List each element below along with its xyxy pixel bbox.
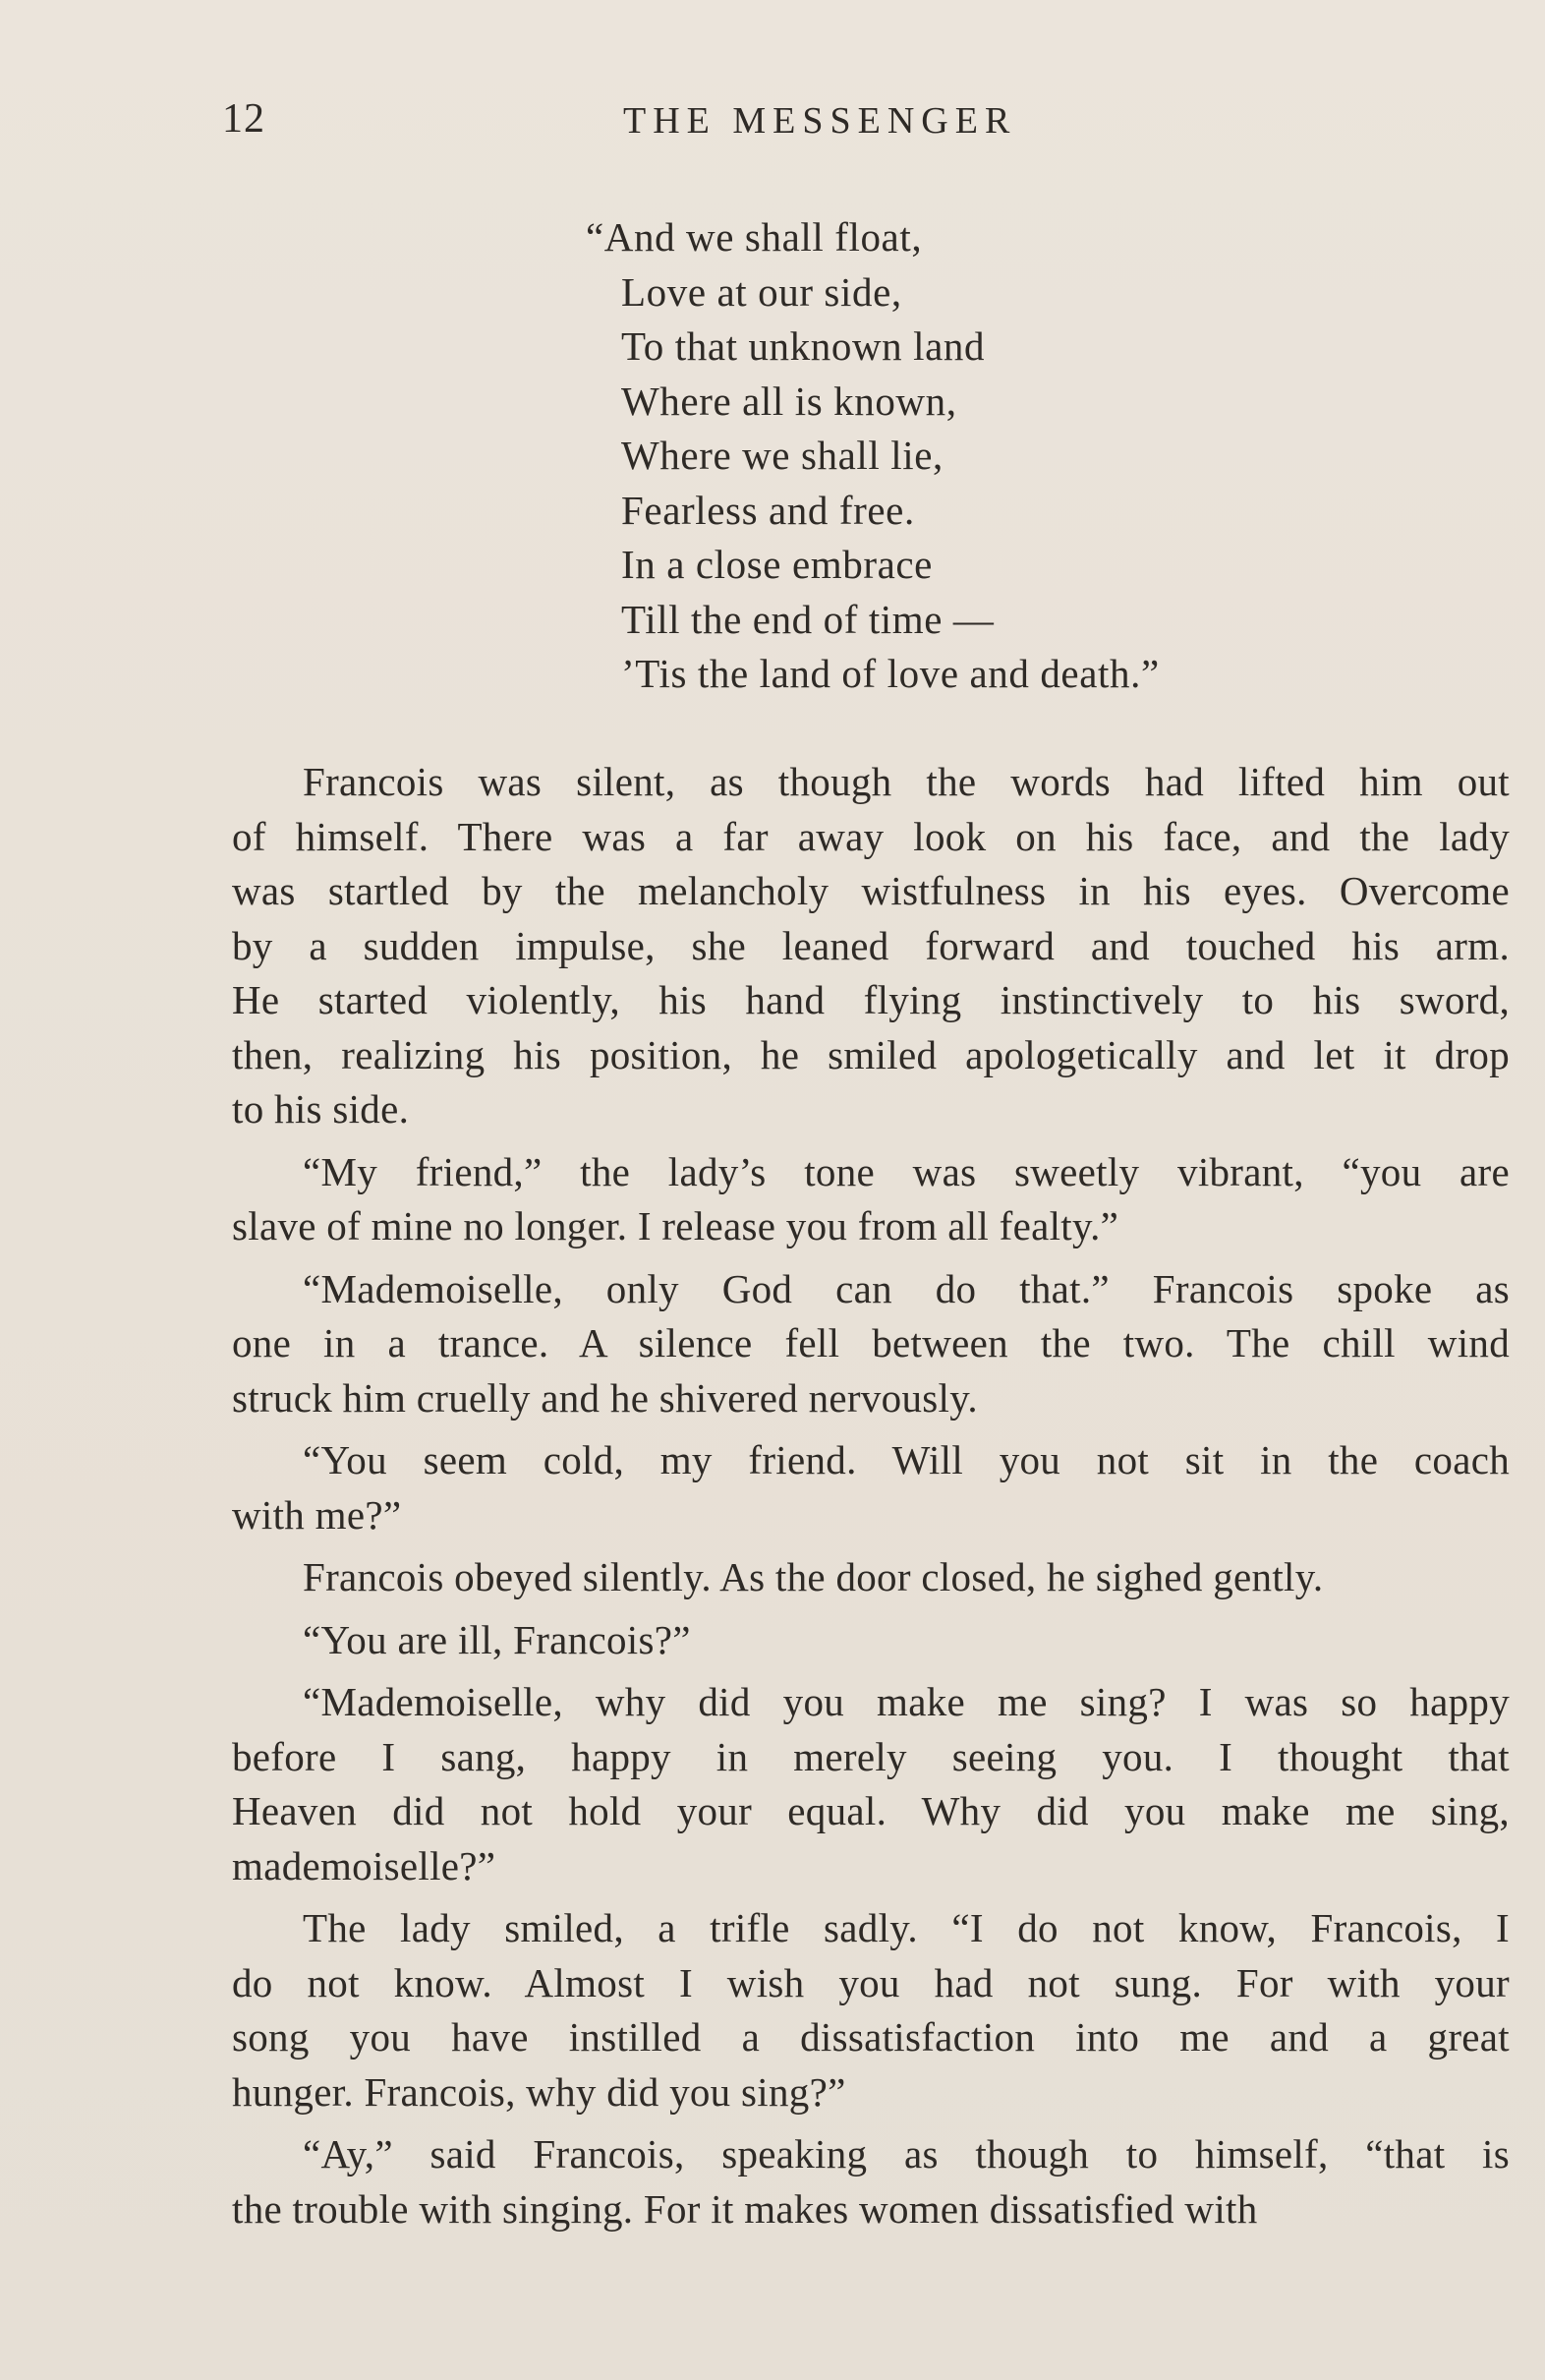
page-number: 12 (222, 96, 265, 142)
text-line: with me?” (232, 1491, 402, 1538)
paragraph (232, 1901, 1510, 2119)
paragraph (232, 1145, 1510, 1254)
verse-line: Till the end of time — (621, 596, 995, 642)
text-line: song you have instilled a dissatisfaction into me and a great (232, 2014, 1510, 2060)
text-line: the trouble with singing. For it makes women dissatisfied with (232, 2185, 1258, 2232)
text-line: by a sudden impulse, she leaned forward and touched his arm. (232, 922, 1510, 968)
paragraph (232, 1433, 1510, 1542)
text-line: do not know. Almost I wish you had not sung. For with your (232, 1959, 1510, 2005)
text-line: mademoiselle?” (232, 1842, 496, 1888)
paragraph (232, 1675, 1510, 1893)
verse-stanza (586, 210, 1160, 702)
text-line: one in a trance. A silence fell between the two. The chill wind (232, 1320, 1510, 1365)
text-line: “Mademoiselle, only God can do that.” Francois spoke as (303, 1265, 1510, 1311)
verse-line: Where we shall lie, (621, 433, 944, 478)
text-line: Francois was silent, as though the words had lifted him out (303, 759, 1510, 804)
paragraph (232, 755, 1510, 1137)
text-line: struck him cruelly and he shivered nervously. (232, 1374, 978, 1421)
text-line: then, realizing his position, he smiled apologetically and let it drop (232, 1031, 1510, 1077)
text-line: Francois obeyed silently. As the door closed, he sighed gently. (303, 1554, 1324, 1599)
text-line: was startled by the melancholy wistfulness in his eyes. Overcome (232, 868, 1510, 913)
text-line: to his side. (232, 1086, 410, 1132)
verse-line: Love at our side, (621, 268, 902, 315)
body-text (232, 755, 1510, 2244)
text-line: “Mademoiselle, why did you make me sing? I was so happy (303, 1679, 1510, 1724)
verse-line: To that unknown land (621, 323, 986, 369)
text-line: hunger. Francois, why did you sing?” (232, 2068, 846, 2115)
text-line: The lady smiled, a trifle sadly. “I do not know, Francois, I (303, 1905, 1510, 1950)
verse-line: ’Tis the land of love and death.” (621, 651, 1160, 696)
paragraph (232, 1613, 1510, 1668)
text-line: Heaven did not hold your equal. Why did you make me sing, (232, 1788, 1510, 1833)
verse-line: In a close embrace (621, 542, 933, 587)
verse-line: “And we shall float, (586, 214, 923, 260)
text-line: “You seem cold, my friend. Will you not sit in the coach (303, 1437, 1510, 1482)
text-line: “You are ill, Francois?” (303, 1616, 691, 1662)
verse-line: Where all is known, (621, 377, 957, 424)
paragraph (232, 2127, 1510, 2236)
text-line: “Ay,” said Francois, speaking as though to himself, “that is (303, 2131, 1510, 2177)
text-line: He started violently, his hand flying instinctively to his sword, (232, 977, 1510, 1022)
text-line: “My friend,” the lady’s tone was sweetly vibrant, “you are (303, 1148, 1510, 1194)
verse-line: Fearless and free. (621, 487, 915, 533)
paragraph (232, 1550, 1510, 1605)
paragraph (232, 1262, 1510, 1426)
text-line: before I sang, happy in merely seeing you. I thought that (232, 1733, 1510, 1779)
running-head: THE MESSENGER (623, 100, 1017, 142)
text-line: slave of mine no longer. I release you from all fealty.” (232, 1203, 1119, 1248)
text-line: of himself. There was a far away look on his face, and the lady (232, 813, 1510, 859)
